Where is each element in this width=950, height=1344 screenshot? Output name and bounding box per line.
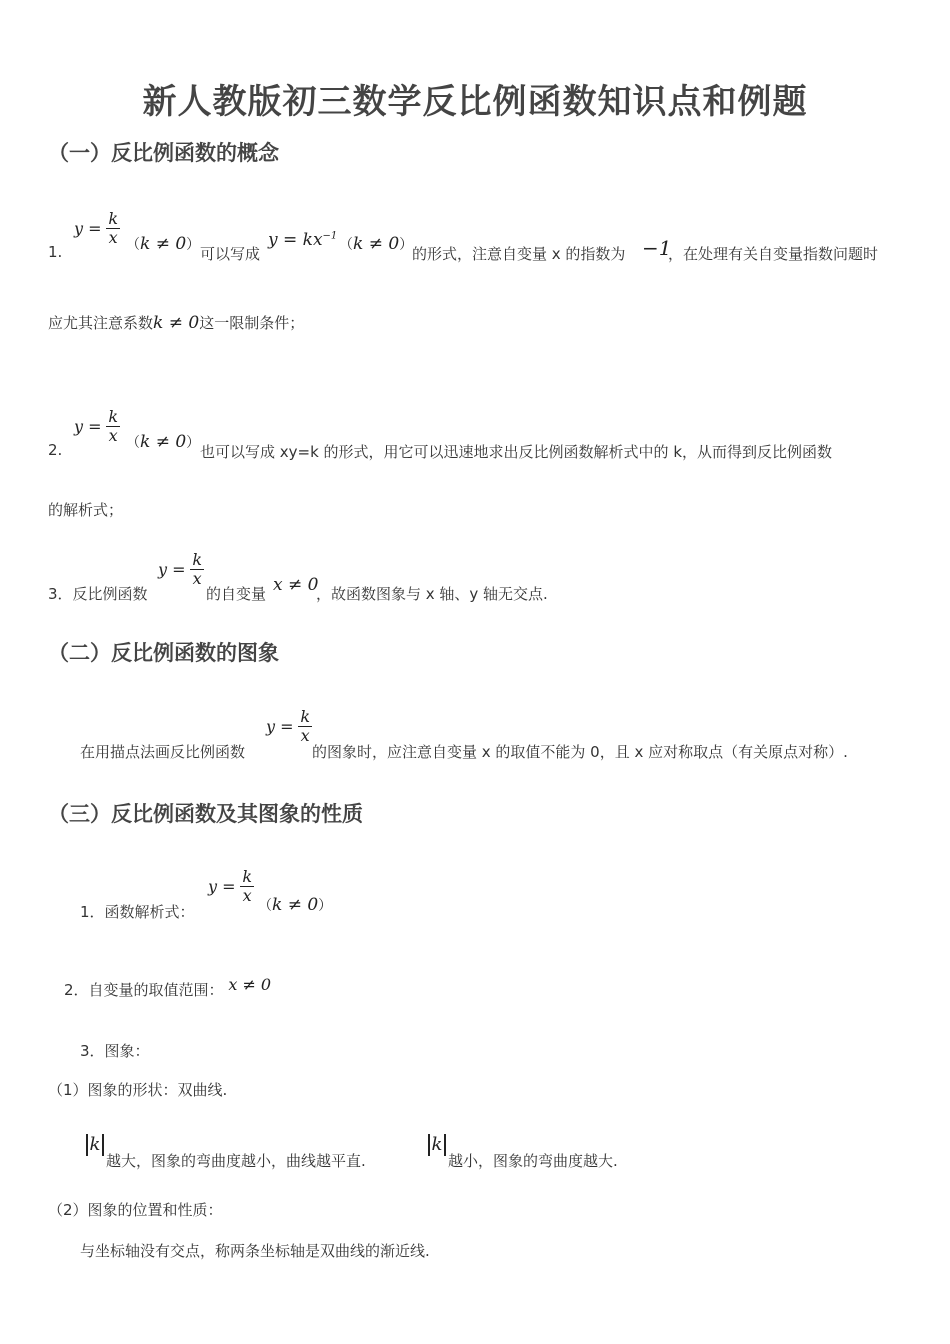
section-heading-properties: （三）反比例函数及其图象的性质	[48, 802, 363, 826]
formula-y-kx-inverse: $y = kx^{-1}$	[268, 230, 338, 250]
formula-y-k-over-x: y = $\frac{k}{x}$	[266, 707, 311, 745]
concept-item-1-line2: 应尤其注意系数k ≠ 0这一限制条件；	[48, 313, 305, 333]
concept-item-2-line2: 的解析式；	[48, 501, 124, 519]
exponent-neg-one: −1	[642, 236, 672, 260]
condition-k-ne-0: （k ≠ 0）	[126, 432, 201, 452]
text-segment: 也可以写成 xy=k 的形式，用它可以迅速地求出反比例函数解析式中的 k，从而得到反比例函数	[200, 443, 833, 461]
condition-x-ne-0: x ≠ 0	[273, 575, 319, 595]
text-segment: 的自变量	[206, 585, 267, 603]
condition-k-ne-0: （k ≠ 0）	[258, 895, 333, 915]
text-segment: 越小，图象的弯曲度越大.	[448, 1152, 618, 1170]
item-number: 1.	[48, 243, 63, 261]
formula-y-k-over-x: y = $\frac{k}{x}$	[208, 867, 253, 905]
text-segment: ，在处理有关自变量指数问题时	[668, 245, 879, 263]
item-number: 3．反比例函数	[48, 585, 148, 603]
abs-k: k	[84, 1134, 106, 1156]
properties-item-3: 3．图象：	[80, 1042, 150, 1060]
section-heading-graph: （二）反比例函数的图象	[48, 641, 279, 665]
condition-x-ne-0: x ≠ 0	[228, 975, 272, 994]
page-title: 新人教版初三数学反比例函数知识点和例题	[142, 82, 808, 122]
properties-sub-1: （1）图象的形状：双曲线.	[48, 1081, 228, 1099]
properties-sub-2: （2）图象的位置和性质：	[48, 1201, 223, 1219]
formula-y-k-over-x: y = $\frac{k}{x}$	[74, 407, 119, 445]
text-segment: 可以写成	[200, 245, 261, 263]
section-heading-concept: （一）反比例函数的概念	[48, 141, 279, 165]
condition-k-ne-0: （k ≠ 0）	[339, 234, 414, 254]
text-segment: 越大，图象的弯曲度越小，曲线越平直.	[106, 1152, 366, 1170]
properties-item-2: 2．自变量的取值范围： x ≠ 0	[64, 975, 272, 999]
text-segment: ，故函数图象与 x 轴、y 轴无交点.	[316, 585, 548, 603]
text-segment: 1．函数解析式：	[80, 903, 195, 921]
formula-y-k-over-x: y = $\frac{k}{x}$	[74, 209, 119, 247]
text-segment: 在用描点法画反比例函数	[80, 743, 246, 761]
abs-k: k	[426, 1134, 448, 1156]
text-segment: 的图象时，应注意自变量 x 的取值不能为 0，且 x 应对称取点（有关原点对称）.	[312, 743, 848, 761]
item-number: 2.	[48, 441, 63, 459]
condition-k-ne-0: （k ≠ 0）	[126, 234, 201, 254]
properties-sub-2-text: 与坐标轴没有交点，称两条坐标轴是双曲线的渐近线.	[80, 1242, 430, 1260]
formula-y-k-over-x: y = $\frac{k}{x}$	[158, 550, 203, 588]
condition-k-ne-0: k ≠ 0	[153, 313, 200, 333]
text-segment: 的形式，注意自变量 x 的指数为	[412, 245, 626, 263]
